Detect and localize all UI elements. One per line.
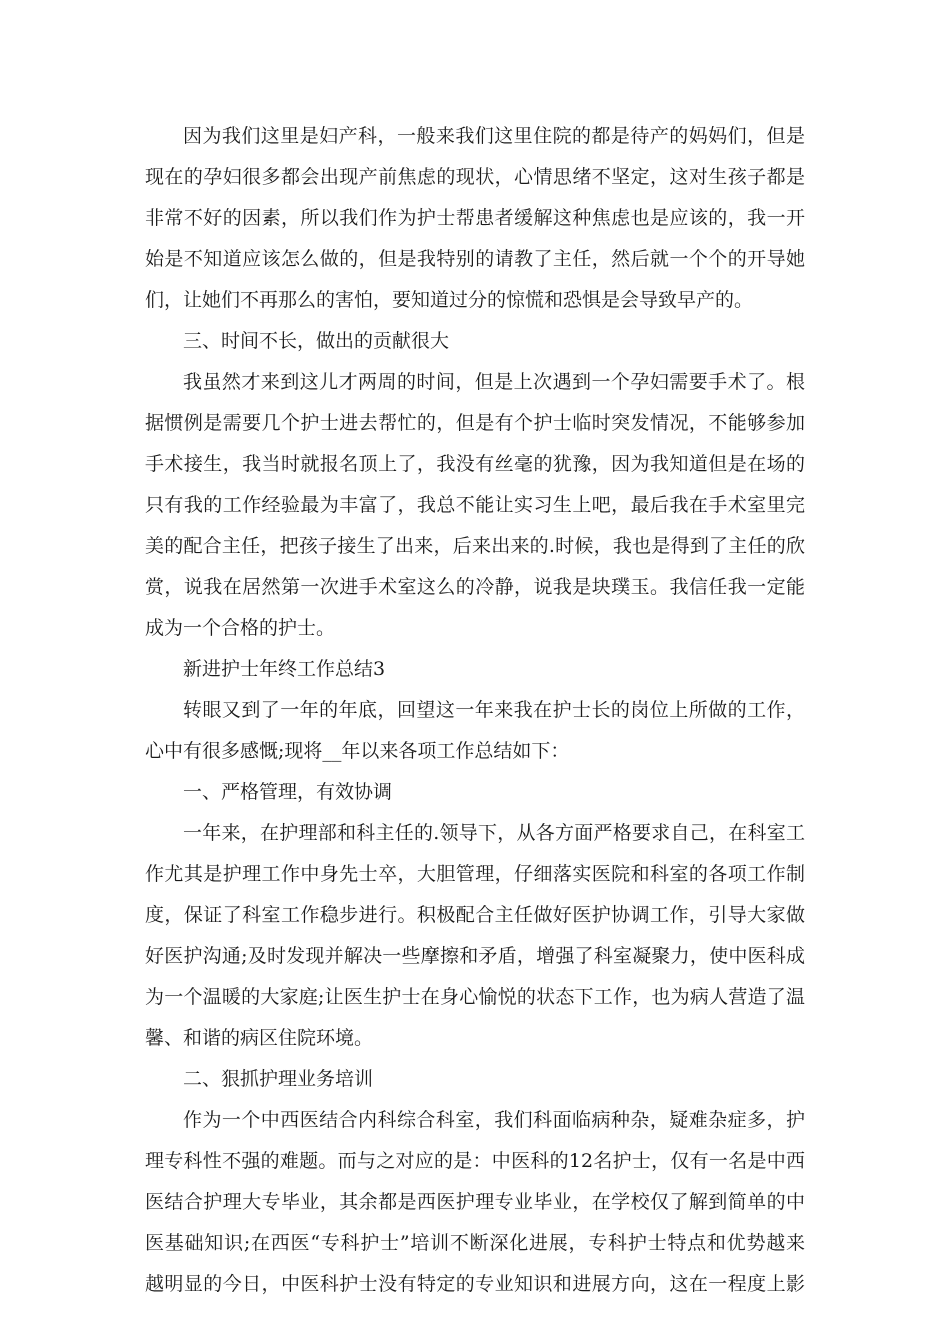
paragraph-line: 越明显的今日，中医科护士没有特定的专业知识和进展方向，这在一程度上影 [145, 1273, 805, 1295]
section-heading: 二、狠抓护理业务培训 [183, 1068, 374, 1090]
paragraph-line: 们，让她们不再那么的害怕，要知道过分的惊慌和恐惧是会导致早产的。 [145, 289, 754, 311]
paragraph-line: 现在的孕妇很多都会出现产前焦虑的现状，心情思绪不坚定，这对生孩子都是 [145, 166, 805, 188]
paragraph-line: 作为一个中西医结合内科综合科室，我们科面临病种杂，疑难杂症多，护 [183, 1109, 805, 1131]
paragraph-line: 只有我的工作经验最为丰富了，我总不能让实习生上吧，最后我在手术室里完 [145, 494, 805, 516]
paragraph-line: 据惯例是需要几个护士进去帮忙的，但是有个护士临时突发情况，不能够参加 [145, 412, 805, 434]
paragraph-line: 成为一个合格的护士。 [145, 617, 336, 639]
paragraph-line: 转眼又到了一年的年底，回望这一年来我在护士长的岗位上所做的工作， [183, 699, 805, 721]
paragraph-line: 始是不知道应该怎么做的，但是我特别的请教了主任，然后就一个个的开导她 [145, 248, 805, 270]
section-heading: 一、严格管理，有效协调 [183, 781, 393, 803]
paragraph-line: 好医护沟通;及时发现并解决一些摩擦和矛盾，增强了科室凝聚力，使中医科成 [145, 945, 805, 967]
paragraph-line: 医基础知识;在西医“专科护士”培训不断深化进展，专科护士特点和优势越来 [145, 1232, 805, 1254]
paragraph-line: 医结合护理大专毕业，其余都是西医护理专业毕业，在学校仅了解到简单的中 [145, 1191, 805, 1213]
document-title: 新进护士年终工作总结3 [183, 658, 386, 680]
paragraph-line: 理专科性不强的难题。而与之对应的是：中医科的12名护士，仅有一名是中西 [145, 1150, 805, 1172]
paragraph-line: 一年来，在护理部和科主任的.领导下，从各方面严格要求自己，在科室工 [183, 822, 805, 844]
paragraph-line: 作尤其是护理工作中身先士卒，大胆管理，仔细落实医院和科室的各项工作制 [145, 863, 805, 885]
paragraph-line: 美的配合主任，把孩子接生了出来，后来出来的.时候，我也是得到了主任的欣 [145, 535, 805, 557]
document-body [145, 116, 805, 1305]
paragraph-line: 因为我们这里是妇产科，一般来我们这里住院的都是待产的妈妈们，但是 [183, 125, 805, 147]
paragraph-line: 馨、和谐的病区住院环境。 [145, 1027, 374, 1049]
section-heading: 三、时间不长，做出的贡献很大 [183, 330, 450, 352]
paragraph-line: 为一个温暖的大家庭;让医生护士在身心愉悦的状态下工作，也为病人营造了温 [145, 986, 805, 1008]
paragraph-line: 心中有很多感慨;现将__年以来各项工作总结如下： [145, 740, 570, 762]
paragraph-line: 手术接生，我当时就报名顶上了，我没有丝毫的犹豫，因为我知道但是在场的 [145, 453, 805, 475]
paragraph-line: 度，保证了科室工作稳步进行。积极配合主任做好医护协调工作，引导大家做 [145, 904, 805, 926]
paragraph-line: 我虽然才来到这儿才两周的时间，但是上次遇到一个孕妇需要手术了。根 [183, 371, 805, 393]
paragraph-line: 赏，说我在居然第一次进手术室这么的冷静，说我是块璞玉。我信任我一定能 [145, 576, 805, 598]
paragraph-line: 非常不好的因素，所以我们作为护士帮患者缓解这种焦虑也是应该的，我一开 [145, 207, 805, 229]
